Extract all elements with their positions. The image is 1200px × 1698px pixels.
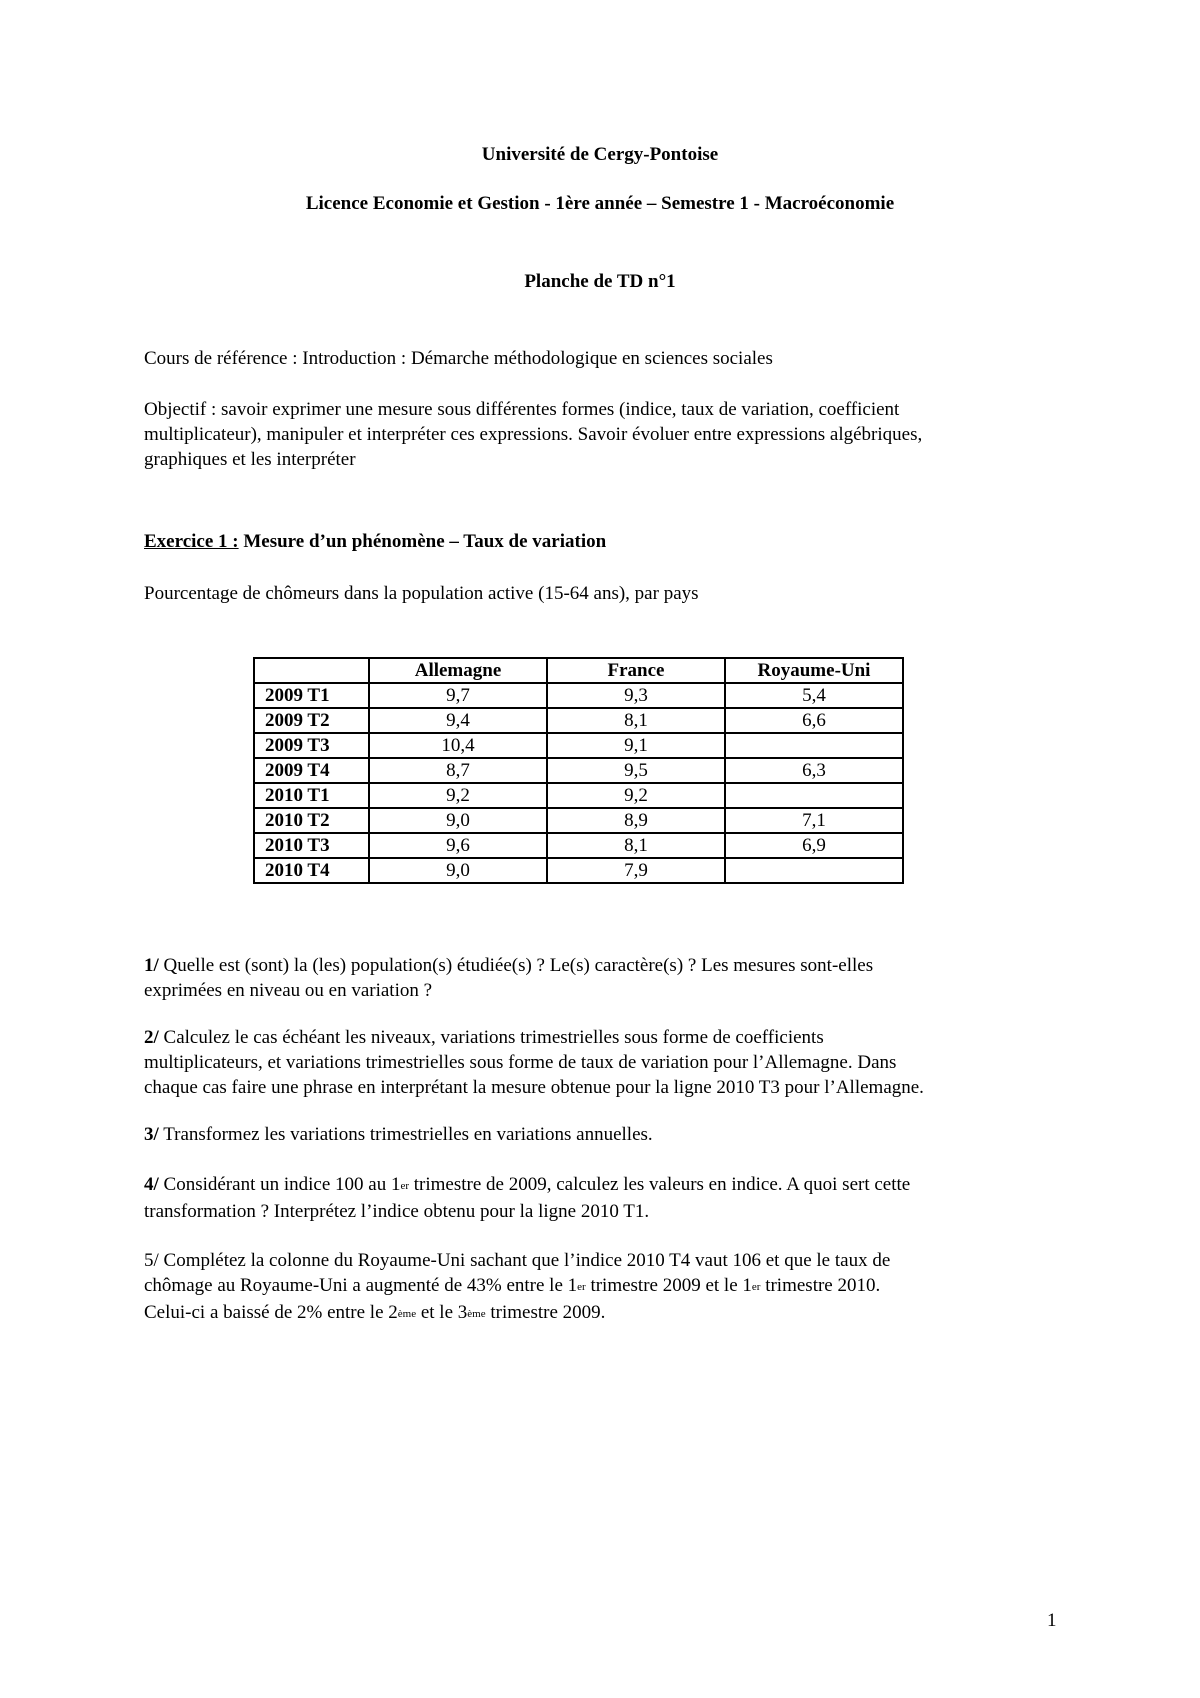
question-text: et le 3 <box>416 1302 468 1323</box>
value-cell-allemagne: 9,0 <box>369 808 547 833</box>
question-text: Calculez le cas échéant les niveaux, variations trimestrielles sous forme de coefficients <box>158 1027 824 1048</box>
question-number: 3/ <box>144 1124 159 1145</box>
question-2 <box>144 1025 1064 1100</box>
value-cell-ru: 6,9 <box>725 833 903 858</box>
exercise-label: Exercice 1 : <box>144 531 239 552</box>
question-text: trimestre 2009 et le 1 <box>585 1275 752 1296</box>
question-text: transformation ? Interprétez l’indice obtenu pour la ligne 2010 T1. <box>144 1201 650 1222</box>
unemployment-table <box>253 657 904 884</box>
question-text: Quelle est (sont) la (les) population(s) étudiée(s) ? Le(s) caractère(s) ? Les mesures sont-elles <box>158 955 874 976</box>
reference-line: Cours de référence : Introduction : Démarche méthodologique en sciences sociales <box>144 348 773 369</box>
superscript: ème <box>397 1308 417 1320</box>
value-cell-allemagne: 9,4 <box>369 708 547 733</box>
value-cell-allemagne: 10,4 <box>369 733 547 758</box>
superscript: er <box>577 1281 586 1293</box>
table-caption: Pourcentage de chômeurs dans la population active (15-64 ans), par pays <box>144 583 699 604</box>
value-cell-allemagne: 9,6 <box>369 833 547 858</box>
row-label-cell: 2010 T1 <box>254 783 369 808</box>
value-cell-france: 8,1 <box>547 708 725 733</box>
table-row <box>254 858 903 883</box>
table-row <box>254 733 903 758</box>
header-cell: Allemagne <box>369 658 547 683</box>
table-row <box>254 783 903 808</box>
table-row <box>254 758 903 783</box>
value-cell-ru: 6,6 <box>725 708 903 733</box>
table-body <box>254 683 903 883</box>
objective-line: Objectif : savoir exprimer une mesure sous différentes formes (indice, taux de variation, coefficient <box>144 399 900 420</box>
page-number: 1 <box>1047 1610 1057 1631</box>
university-title: Université de Cergy-Pontoise <box>481 144 719 165</box>
value-cell-france: 9,2 <box>547 783 725 808</box>
value-cell-france: 9,3 <box>547 683 725 708</box>
value-cell-allemagne: 9,2 <box>369 783 547 808</box>
question-3 <box>144 1122 1064 1147</box>
question-text: exprimées en niveau ou en variation ? <box>144 980 433 1001</box>
value-cell-france: 8,9 <box>547 808 725 833</box>
question-text: Considérant un indice 100 au 1 <box>158 1174 401 1195</box>
course-title: Licence Economie et Gestion - 1ère année – Semestre 1 - Macroéconomie <box>305 193 895 214</box>
value-cell-france: 9,1 <box>547 733 725 758</box>
header-cell: France <box>547 658 725 683</box>
row-label-cell: 2009 T2 <box>254 708 369 733</box>
table-row <box>254 683 903 708</box>
exercise-title: Mesure d’un phénomène – Taux de variation <box>238 531 607 552</box>
table-row <box>254 708 903 733</box>
header-cell: Royaume-Uni <box>725 658 903 683</box>
value-cell-ru: 5,4 <box>725 683 903 708</box>
row-label-cell: 2009 T4 <box>254 758 369 783</box>
question-5 <box>144 1248 1064 1327</box>
exercise-heading <box>144 529 1064 554</box>
value-cell-ru: 7,1 <box>725 808 903 833</box>
question-4 <box>144 1172 1064 1224</box>
row-label-cell: 2010 T2 <box>254 808 369 833</box>
question-text: Transformez les variations trimestrielles en variations annuelles. <box>158 1124 653 1145</box>
value-cell-ru <box>725 783 903 808</box>
question-text: multiplicateurs, et variations trimestrielles sous forme de taux de variation pour l’Allemagne. Dans <box>144 1052 897 1073</box>
superscript: ème <box>467 1308 486 1320</box>
question-text: trimestre 2009. <box>485 1302 606 1323</box>
question-text: trimestre 2010. <box>760 1275 881 1296</box>
question-number: 2/ <box>144 1027 159 1048</box>
value-cell-france: 9,5 <box>547 758 725 783</box>
value-cell-ru <box>725 858 903 883</box>
value-cell-ru: 6,3 <box>725 758 903 783</box>
question-text: trimestre de 2009, calculez les valeurs en indice. A quoi sert cette <box>409 1174 911 1195</box>
objective-line: graphiques et les interpréter <box>144 449 356 470</box>
row-label-cell: 2009 T1 <box>254 683 369 708</box>
question-text: Celui-ci a baissé de 2% entre le 2 <box>144 1302 398 1323</box>
row-label-cell: 2010 T4 <box>254 858 369 883</box>
row-label-cell: 2009 T3 <box>254 733 369 758</box>
table-header-row <box>254 658 903 683</box>
question-text: 5/ Complétez la colonne du Royaume-Uni sachant que l’indice 2010 T4 vaut 106 et que le taux de <box>144 1250 891 1271</box>
superscript: er <box>751 1281 761 1293</box>
value-cell-allemagne: 8,7 <box>369 758 547 783</box>
table-row <box>254 833 903 858</box>
question-number: 4/ <box>144 1174 159 1195</box>
table-row <box>254 808 903 833</box>
header-cell <box>254 658 369 683</box>
question-1 <box>144 953 1064 1003</box>
question-number: 1/ <box>144 955 159 976</box>
question-text: chômage au Royaume-Uni a augmenté de 43% entre le 1 <box>144 1275 578 1296</box>
sheet-title: Planche de TD n°1 <box>524 271 676 292</box>
row-label-cell: 2010 T3 <box>254 833 369 858</box>
objective-paragraph <box>144 397 1064 472</box>
value-cell-allemagne: 9,7 <box>369 683 547 708</box>
value-cell-france: 8,1 <box>547 833 725 858</box>
objective-line: multiplicateur), manipuler et interpréter ces expressions. Savoir évoluer entre expressions algébriques, <box>144 424 923 445</box>
value-cell-ru <box>725 733 903 758</box>
superscript: er <box>400 1180 410 1192</box>
value-cell-france: 7,9 <box>547 858 725 883</box>
value-cell-allemagne: 9,0 <box>369 858 547 883</box>
question-text: chaque cas faire une phrase en interprétant la mesure obtenue pour la ligne 2010 T3 pour l’Allemagne. <box>144 1077 924 1098</box>
